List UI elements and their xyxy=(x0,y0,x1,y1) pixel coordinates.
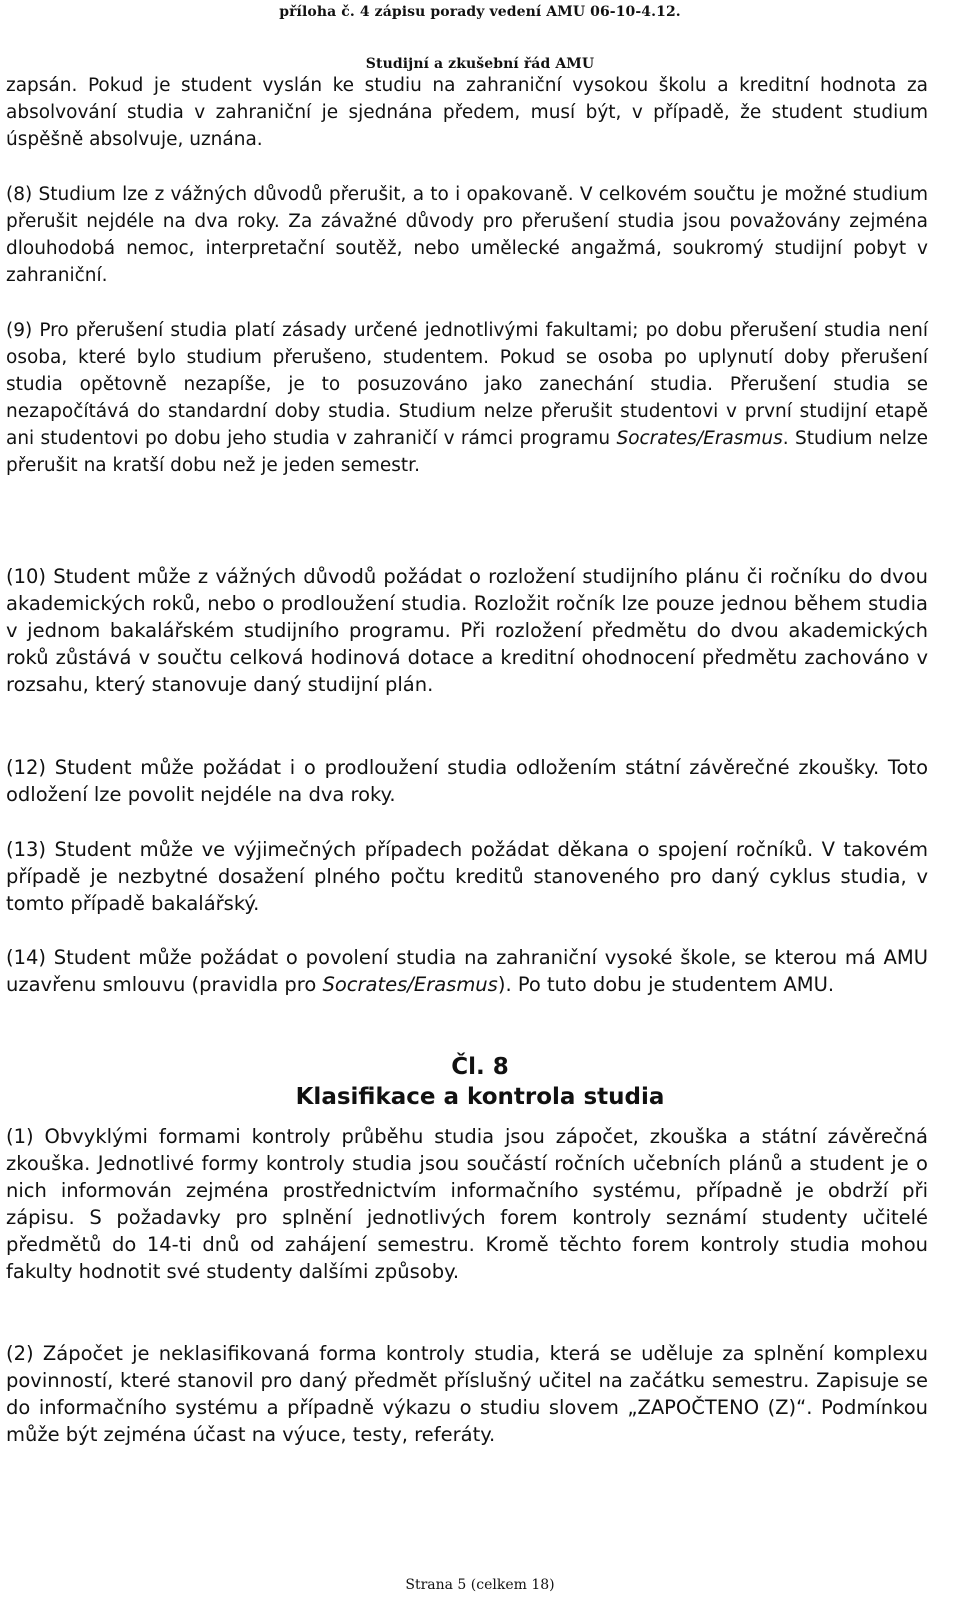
paragraph-12: (12) Student může požádat i o prodloužení studia odložením státní závěrečné zkoušky. Toto odložení lze povolit nejdéle na dva roky. xyxy=(6,756,928,806)
header-document-title: Studijní a zkušební řád AMU xyxy=(365,56,595,72)
paragraph-13: (13) Student může ve výjimečných případech požádat děkana o spojení ročníků. V takovém případě je nezbytné dosažení plného počtu kreditů stanoveného pro daný cyklus studia, v tomto případě bakalářský. xyxy=(6,838,928,915)
paragraph-14 xyxy=(6,944,928,998)
paragraph-14-text-b: ). Po tuto dobu je studentem AMU. xyxy=(497,973,835,996)
chapter-paragraph-1: (1) Obvyklými formami kontroly průběhu studia jsou zápočet, zkouška a státní závěrečná zkouška. Jednotlivé formy kontroly studia jsou součástí ročních učebních plánů a student je o nich informován zejména prostřednictvím informačního systému, případně je obdrží při zápisu. S požadavky pro splnění jednotlivých forem kontroly seznámí studenty učitelé předmětů do 14-ti dnů od zahájení semestru. Kromě těchto forem kontroly studia mohou fakulty hodnotit své studenty dalšími způsoby. xyxy=(6,1125,928,1283)
paragraph-10: (10) Student může z vážných důvodů požádat o rozložení studijního plánu či ročníku do dvou akademických roků, nebo o prodloužení studia. Rozložit ročník lze pouze jednou během studia v jednom bakalářském studijního programu. Při rozložení předmětu do dvou akademických roků zůstává v součtu celková hodinová dotace a kreditní ohodnocení předmětu zachováno v rozsahu, který stanovuje daný studijní plán. xyxy=(6,565,928,696)
program-name: Socrates/Erasmus xyxy=(322,973,498,996)
paragraph-8: (8) Studium lze z vážných důvodů přerušit, a to i opakovaně. V celkovém součtu je možné studium přerušit nejdéle na dva roky. Za závažné důvody pro přerušení studia jsou považovány zejména dlouhodobá nemoc, interpretační soutěž, nebo umělecké angažmá, soukromý studijní pobyt v zahraniční. xyxy=(6,184,928,286)
program-name: Socrates/Erasmus xyxy=(616,428,783,449)
page-footer: Strana 5 (celkem 18) xyxy=(405,1577,555,1593)
paragraph-9-text-a: (9) Pro přerušení studia platí zásady určené jednotlivými fakultami; po dobu přerušení studia není osoba, které bylo studium přerušeno, studentem. Pokud se osoba po uplynutí doby přerušení studia opětovně nezapíše, je to posuzováno jako zanechání studia. Přerušení studia se nezapočítává do standardní doby studia. Studium nelze přerušit studentovi v první studijní etapě ani studentovi po dobu jeho studia v zahraničí v rámci programu xyxy=(6,320,928,449)
chapter-number: Čl. 8 xyxy=(451,1054,509,1080)
paragraph-9 xyxy=(6,317,928,479)
chapter-title: Klasifikace a kontrola studia xyxy=(295,1084,665,1110)
header-appendix-note: příloha č. 4 zápisu porady vedení AMU 06-10-4.12. xyxy=(279,4,681,20)
chapter-paragraph-2: (2) Zápočet je neklasifikovaná forma kontroly studia, která se uděluje za splnění komplexu povinností, které stanovil pro daný předmět příslušný učitel na začátku semestru. Zapisuje se do informačního systému a případně výkazu o studiu slovem „ZAPOČTENO (Z)“. Podmínkou může být zejména účast na výuce, testy, referáty. xyxy=(6,1342,928,1446)
paragraph-9-text-b: . Studium nelze přerušit na kratší dobu než je jeden semestr. xyxy=(6,428,928,476)
paragraph-continuation: zapsán. Pokud je student vyslán ke studiu na zahraniční vysokou školu a kreditní hodnota za absolvování studia v zahraniční je sjednána předem, musí být, v případě, že student studium úspěšně absolvuje, uznána. xyxy=(6,75,928,150)
paragraph-14-text-a: (14) Student může požádat o povolení studia na zahraniční vysoké škole, se kterou má AMU uzavřenu smlouvu (pravidla pro xyxy=(6,946,928,996)
